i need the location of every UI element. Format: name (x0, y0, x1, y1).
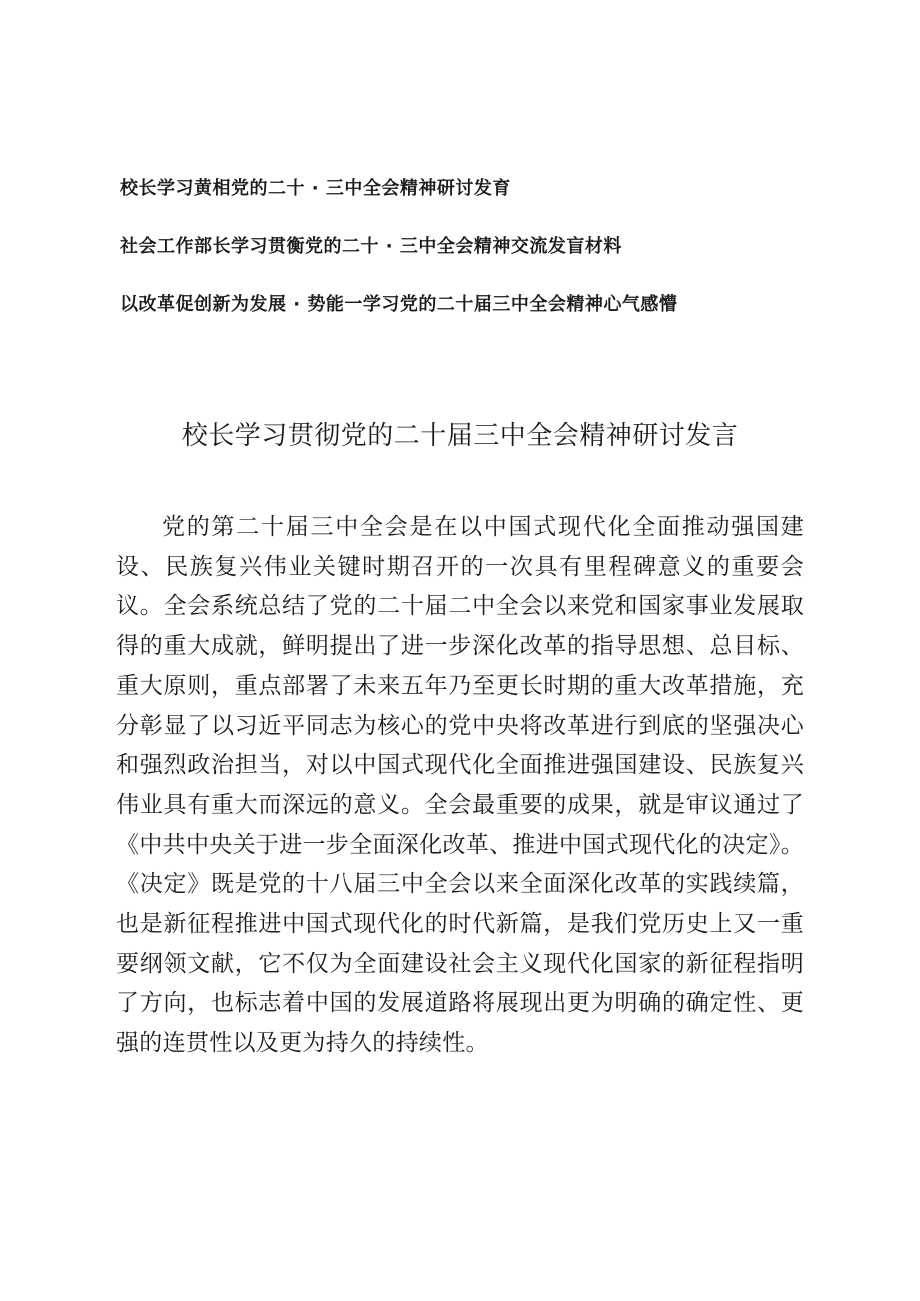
table-of-contents (120, 176, 840, 350)
toc-item-3: 以改革促创新为发展 · 势能一学习党的二十届三中全会精神心气感懵 (120, 294, 678, 315)
toc-item-2: 社会工作部长学习贯衡党的二十 · 三中全会精神交流发盲材料 (120, 236, 622, 257)
article-title: 校长学习贯彻党的二十届三中全会精神研讨发言 (181, 421, 739, 451)
article-paragraph: 党的第二十届三中全会是在以中国式现代化全面推动强国建设、民族复兴伟业关键时期召开的一次具有里程碑意义的重要会议。全会系统总结了党的二十届二中全会以来党和国家事业发展取得的重大成就，鲜明提出了进一步深化改革的指导思想、总目标、重大原则，重点部署了未来五年乃至更长时期的重大改革措施，充分彰显了以习近平同志为核心的党中央将改革进行到底的坚强决心和强烈政治担当，对以中国式现代化全面推进强国建设、民族复兴伟业具有重大而深远的意义。全会最重要的成果，就是审议通过了《中共中央关于进一步全面深化改革、推进中国式现代化的决定》。《决定》既是党的十八届三中全会以来全面深化改革的实践续篇，也是新征程推进中国式现代化的时代新篇，是我们党历史上又一重要纲领文献，它不仅为全面建设社会主义现代化国家的新征程指明了方向，也标志着中国的发展道路将展现出更为明确的确定性、更强的连贯性以及更为持久的持续性。 (116, 514, 804, 1057)
toc-item-1: 校长学习黄相党的二十 · 三中全会精神研讨发育 (120, 178, 511, 199)
